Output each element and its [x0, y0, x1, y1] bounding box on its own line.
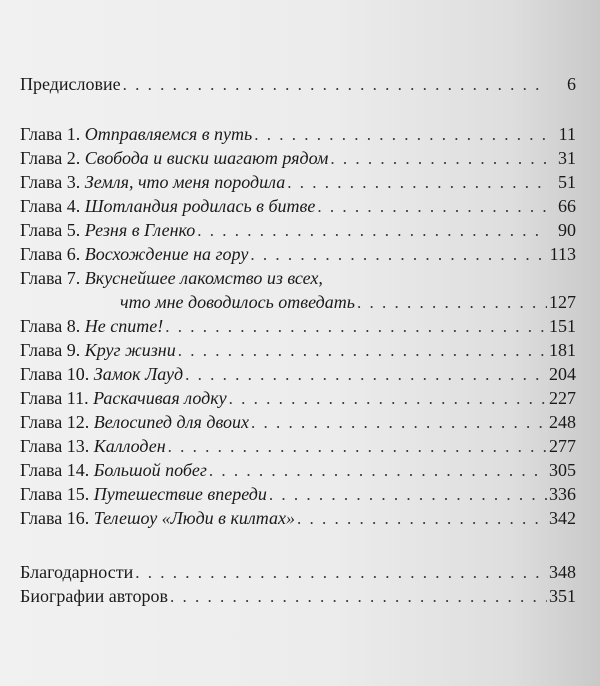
chapter-title: Шотландия родилась в битве	[84, 196, 316, 216]
toc-entry-chapter-11	[20, 386, 576, 410]
dot-leader	[170, 585, 547, 609]
chapter-prefix: Глава 6.	[20, 244, 81, 264]
toc-entry-chapter-16	[20, 506, 576, 530]
chapter-title: Замок Лауд	[93, 364, 184, 384]
chapter-title: Раскачивая лодку	[93, 388, 227, 408]
chapter-title: Свобода и виски шагают рядом	[84, 148, 329, 168]
chapter-prefix: Глава 7.	[20, 268, 81, 288]
chapter-prefix: Глава 16.	[20, 508, 90, 528]
chapter-prefix: Глава 15.	[20, 484, 90, 504]
chapter-title: Велосипед для двоих	[93, 412, 250, 432]
dot-leader	[297, 507, 547, 531]
chapter-prefix: Глава 2.	[20, 148, 81, 168]
chapter-prefix: Глава 4.	[20, 196, 81, 216]
toc-entry-chapter-13	[20, 434, 576, 458]
dot-leader	[135, 561, 547, 585]
chapter-prefix: Глава 11.	[20, 388, 89, 408]
toc-entry-chapter-5	[20, 218, 576, 242]
toc-page-number: 227	[549, 388, 576, 408]
toc-entry-chapter-7-continued	[20, 290, 576, 314]
table-of-contents	[20, 72, 576, 608]
toc-page-number: 11	[558, 124, 576, 144]
dot-leader	[185, 363, 547, 387]
chapter-title: Телешоу «Люди в килтах»	[93, 508, 295, 528]
chapter-prefix: Глава 5.	[20, 220, 81, 240]
dot-leader	[330, 147, 548, 171]
dot-leader	[197, 219, 548, 243]
toc-page-number: 336	[549, 484, 576, 504]
chapter-prefix: Глава 13.	[20, 436, 90, 456]
toc-entry-label: Биографии авторов	[20, 586, 168, 606]
chapter-prefix: Глава 3.	[20, 172, 81, 192]
dot-leader	[269, 483, 547, 507]
dot-leader	[251, 411, 547, 435]
dot-leader	[229, 387, 547, 411]
chapter-title: Круг жизни	[84, 340, 176, 360]
toc-entry-chapter-8	[20, 314, 576, 338]
toc-page-number: 204	[549, 364, 576, 384]
toc-page-number: 248	[549, 412, 576, 432]
dot-leader	[209, 459, 547, 483]
toc-entry-chapter-15	[20, 482, 576, 506]
dot-leader	[287, 171, 548, 195]
toc-entry-chapter-14	[20, 458, 576, 482]
chapter-prefix: Глава 14.	[20, 460, 90, 480]
toc-entry-chapter-1	[20, 122, 576, 146]
chapter-prefix: Глава 10.	[20, 364, 90, 384]
chapter-title: Вкуснейшее лакомство из всех,	[84, 268, 323, 288]
toc-page-number: 351	[549, 586, 576, 606]
chapter-title-continued: что мне доводилось отведать	[120, 292, 355, 312]
toc-entry-chapter-6	[20, 242, 576, 266]
toc-page-number: 181	[549, 340, 576, 360]
chapter-title: Восхождение на гору	[84, 244, 249, 264]
toc-page-number: 127	[549, 292, 576, 312]
chapter-list	[20, 122, 576, 530]
dot-leader	[250, 243, 547, 267]
chapter-prefix: Глава 9.	[20, 340, 81, 360]
toc-entry-chapter-12	[20, 410, 576, 434]
toc-entry-chapter-9	[20, 338, 576, 362]
toc-page-number: 113	[549, 244, 576, 264]
dot-leader	[168, 435, 547, 459]
chapter-prefix: Глава 1.	[20, 124, 81, 144]
toc-page-number: 305	[549, 460, 576, 480]
toc-entry-label: Предисловие	[20, 74, 121, 94]
chapter-prefix: Глава 8.	[20, 316, 81, 336]
dot-leader	[317, 195, 548, 219]
toc-entry-biographies	[20, 584, 576, 608]
toc-page-number: 66	[558, 196, 576, 216]
toc-page-number: 277	[549, 436, 576, 456]
toc-entry-chapter-2	[20, 146, 576, 170]
chapter-title: Не спите!	[84, 316, 164, 336]
toc-page-number: 151	[549, 316, 576, 336]
toc-entry-acknowledgements	[20, 560, 576, 584]
chapter-title: Земля, что меня породила	[84, 172, 286, 192]
toc-entry-preface	[20, 72, 576, 96]
chapter-title: Резня в Гленко	[84, 220, 196, 240]
toc-page-number: 348	[549, 562, 576, 582]
chapter-prefix: Глава 12.	[20, 412, 90, 432]
chapter-title: Путешествие впереди	[93, 484, 267, 504]
dot-leader	[254, 123, 548, 147]
toc-page-number: 31	[558, 148, 576, 168]
dot-leader	[123, 73, 548, 97]
chapter-title: Отправляемся в путь	[84, 124, 253, 144]
toc-page-number: 90	[558, 220, 576, 240]
back-matter	[20, 560, 576, 608]
toc-page-number: 342	[549, 508, 576, 528]
dot-leader	[357, 291, 547, 315]
dot-leader	[178, 339, 547, 363]
chapter-title: Каллоден	[93, 436, 166, 456]
chapter-title: Большой побег	[93, 460, 207, 480]
toc-page-number: 6	[567, 74, 576, 94]
toc-page-number: 51	[558, 172, 576, 192]
dot-leader	[165, 315, 547, 339]
toc-entry-chapter-7	[20, 266, 576, 290]
toc-entry-chapter-3	[20, 170, 576, 194]
toc-entry-chapter-4	[20, 194, 576, 218]
toc-entry-label: Благодарности	[20, 562, 134, 582]
toc-entry-chapter-10	[20, 362, 576, 386]
